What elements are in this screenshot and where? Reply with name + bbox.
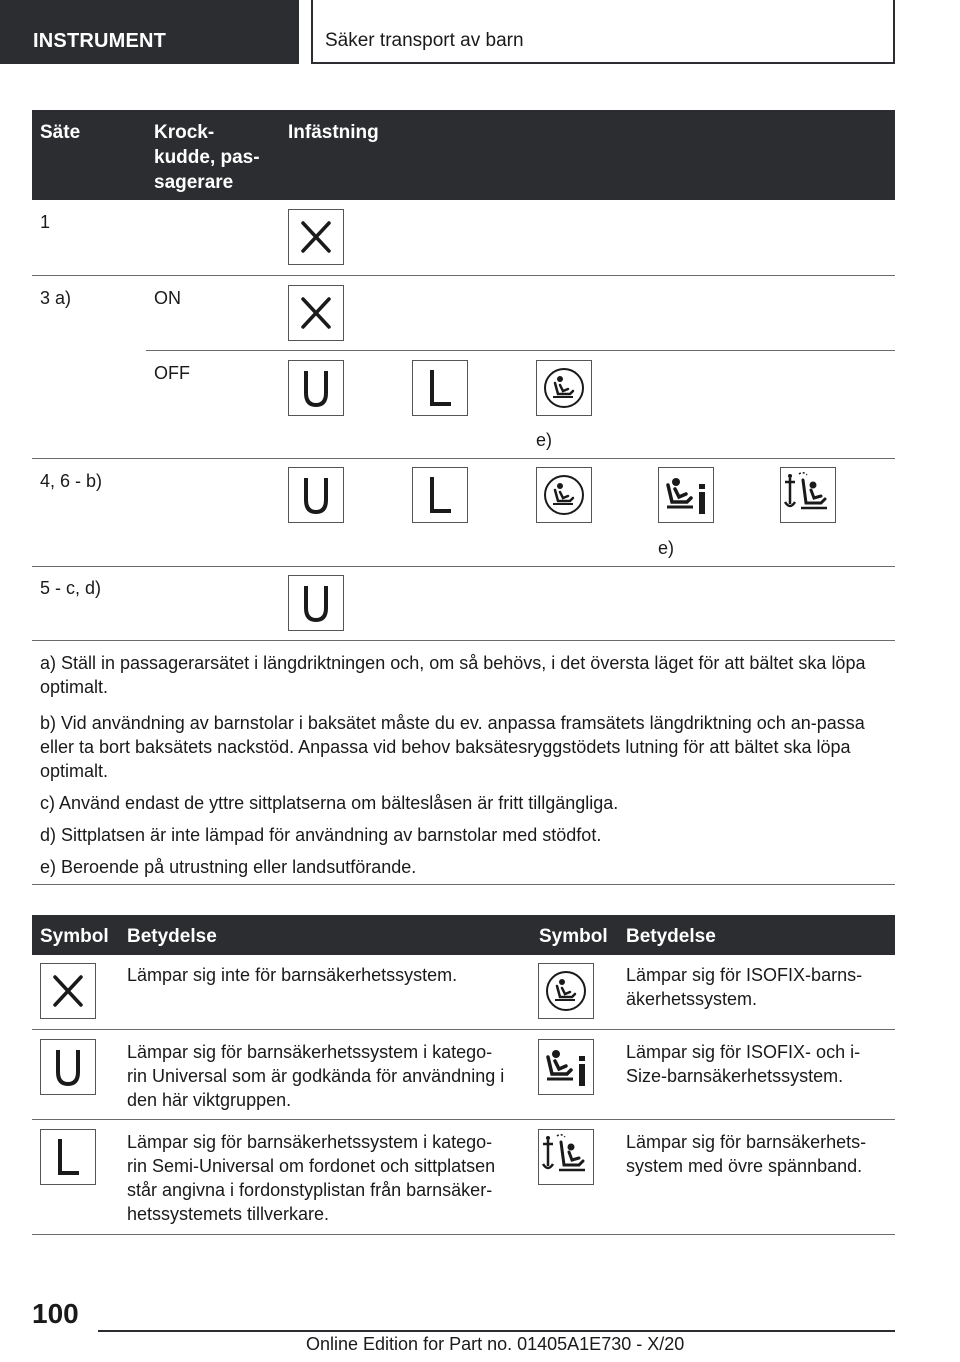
row-divider <box>32 275 895 276</box>
footnote-c: c) Använd endast de yttre sittplatserna om bälteslåsen är fritt tillgängliga. <box>40 793 619 813</box>
meaning-text: Lämpar sig för ISOFIX-barns- äkerhetssystem. <box>626 965 863 1009</box>
row-divider <box>146 350 895 351</box>
top-tether-anchor-icon <box>538 1129 594 1185</box>
row-divider <box>32 1029 895 1030</box>
table-end-divider <box>32 884 895 885</box>
col-header-symbol: Symbol <box>40 926 109 947</box>
footnote-d: d) Sittplatsen är inte lämpad för användning av barnstolar med stödfot. <box>40 825 602 845</box>
universal-u-icon <box>288 360 344 416</box>
table-end-divider <box>32 1234 895 1235</box>
not-suitable-cross-icon <box>288 209 344 265</box>
isofix-seat-icon <box>536 360 592 416</box>
footer-rule <box>98 1330 895 1332</box>
meaning-text: Lämpar sig för ISOFIX- och i- Size-barnsäkerhetssystem. <box>626 1042 861 1086</box>
meaning-text: Lämpar sig för barnsäkerhetssystem i katego- rin Semi-Universal om fordonet och sittplatsen står angivna i fordonstyplistan från barnsäker- hetssystemets tillverkare. <box>127 1132 496 1224</box>
isofix-seat-icon <box>538 963 594 1019</box>
seat-cell: 1 <box>40 212 51 232</box>
footnote-e: e) Beroende på utrustning eller landsutförande. <box>40 857 417 877</box>
footnote-b: b) Vid användning av barnstolar i baksätet måste du ev. anpassa framsätets längdriktning och an-passa eller ta bort baksätets nackstöd. Anpassa vid behov baksätesryggstödets lutning för att bältet ska löpa optimalt. <box>40 713 865 781</box>
not-suitable-cross-icon <box>288 285 344 341</box>
semi-universal-l-icon <box>412 360 468 416</box>
col-header-meaning: Betydelse <box>626 926 716 947</box>
not-suitable-cross-icon <box>40 963 96 1019</box>
footnote-ref: e) <box>658 538 675 558</box>
footnote-a: a) Ställ in passagerarsätet i längdriktningen och, om så behövs, i det översta läget för att bältet ska löpa optimalt. <box>40 653 866 697</box>
semi-universal-l-icon <box>412 467 468 523</box>
page-title: Säker transport av barn <box>311 0 895 64</box>
edition-text: Online Edition for Part no. 01405A1E730 - X/20 <box>306 1334 685 1354</box>
seat-table-header <box>32 110 895 200</box>
airbag-cell: OFF <box>154 363 190 383</box>
universal-u-icon <box>288 575 344 631</box>
semi-universal-l-icon <box>40 1129 96 1185</box>
row-divider <box>32 458 895 459</box>
seat-cell: 4, 6 - b) <box>40 471 103 491</box>
top-tether-anchor-icon <box>780 467 836 523</box>
meaning-text: Lämpar sig inte för barnsäkerhetssystem. <box>127 965 458 985</box>
symbol-table-header <box>32 915 895 955</box>
section-tab: INSTRUMENT <box>0 0 299 64</box>
seat-cell: 5 - c, d) <box>40 578 102 598</box>
row-divider <box>32 566 895 567</box>
col-header-symbol: Symbol <box>539 926 608 947</box>
isofix-seat-icon <box>536 467 592 523</box>
col-header-seat: Säte <box>40 122 81 143</box>
meaning-text: Lämpar sig för barnsäkerhetssystem i katego- rin Universal som är godkända för användning i den här viktgruppen. <box>127 1042 505 1110</box>
meaning-text: Lämpar sig för barnsäkerhets- system med övre spännband. <box>626 1132 867 1176</box>
col-header-airbag: Krock- kudde, pas- sagerare <box>154 122 260 193</box>
page-number: 100 <box>32 1298 79 1329</box>
airbag-cell: ON <box>154 288 181 308</box>
col-header-mounting: Infästning <box>288 122 379 143</box>
col-header-meaning: Betydelse <box>127 926 217 947</box>
row-divider <box>32 640 895 641</box>
footnote-ref: e) <box>536 430 553 450</box>
isize-seat-icon <box>538 1039 594 1095</box>
seat-cell: 3 a) <box>40 288 72 308</box>
isize-seat-icon <box>658 467 714 523</box>
universal-u-icon <box>40 1039 96 1095</box>
row-divider <box>32 1119 895 1120</box>
universal-u-icon <box>288 467 344 523</box>
